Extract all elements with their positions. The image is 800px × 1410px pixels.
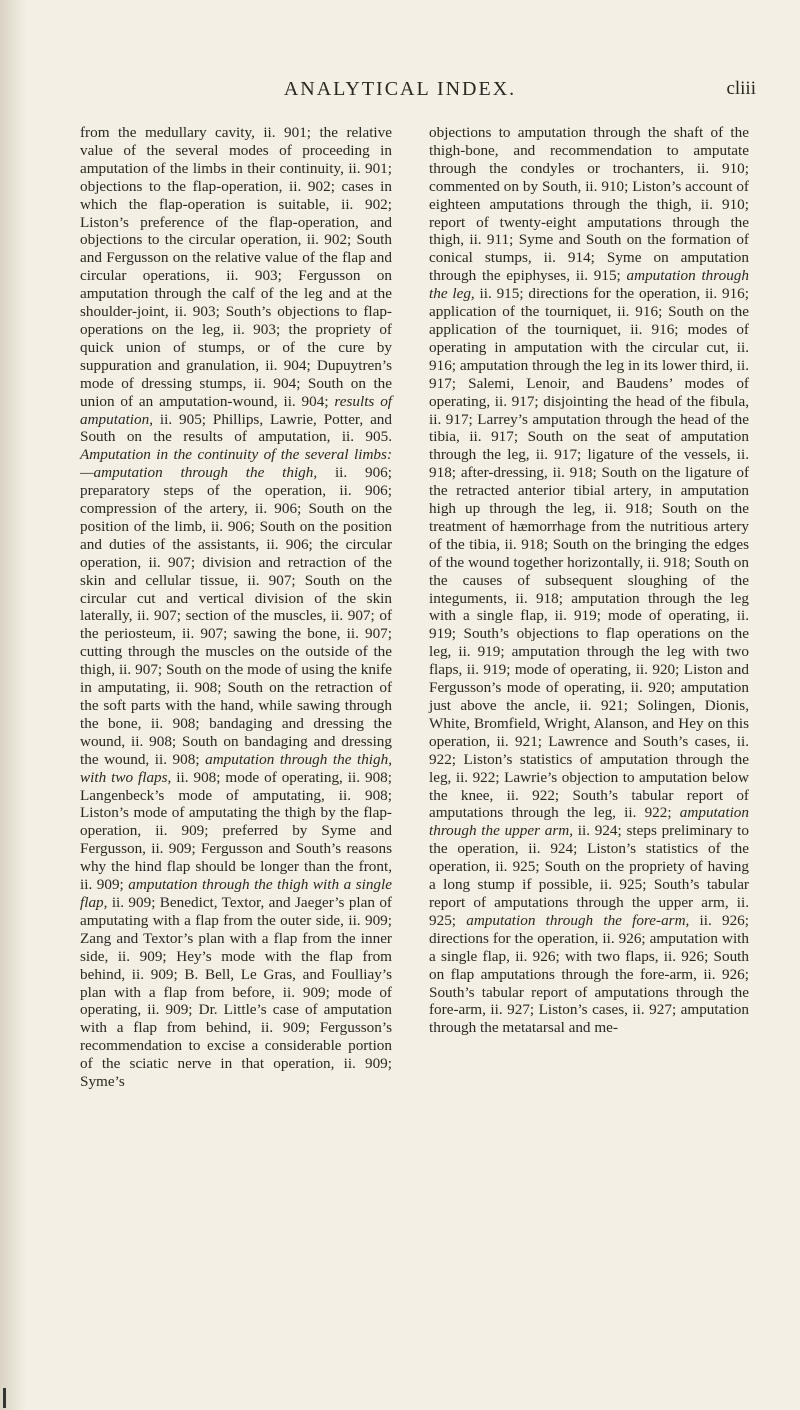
index-text-segment: from the medullary cavity, ii. 901; the relative value of the several modes of proceeding in amputation of the limbs in their continuity, ii. 901; objections to the flap-operation, ii. 902; cases in which the flap-operation is suitable, ii. 902; Liston’s preference of the flap-operation, and objections to the circular operation, ii. 902; South and Fergusson on the relative value of the flap and circular operations, ii. 903; Fergusson on amputation through the calf of the leg and at the shoulder-joint, ii. 903; South’s objections to flap-operations on the leg, ii. 903; the propriety of quick union of stumps, or of the cure by suppuration and granulation, ii. 904; Dupuytren’s mode of dressing stumps, ii. 904; South on the union of an amputation-wound, ii. 904; xyxy=(80,124,392,410)
index-italic-heading: amputation through the upper arm, xyxy=(429,804,749,840)
index-column-right xyxy=(429,124,749,1037)
index-text-segment: ii. 908; mode of operating, ii. 908; Langenbeck’s mode of amputating, ii. 908; Liston’s mode of amputating the thigh by the flap-operation, ii. 909; preferred by Syme and Fergusson, ii. 909; Fergusson and South’s reasons why the hind flap should be longer than the front, ii. 909; xyxy=(80,768,392,894)
index-italic-heading: amputation through the thigh with a single flap, xyxy=(80,876,392,911)
index-text-segment: ii. 926; directions for the operation, ii. 926; amputation with a single flap, ii. 926; with two flaps, ii. 926; South on flap amputations through the fore-arm, ii. 926; South’s tabular report of amputations through the fore-arm, ii. 927; Liston’s cases, ii. 927; amputation through the metatarsal and me- xyxy=(429,911,749,1037)
index-italic-heading: amputation through the fore-arm, xyxy=(466,911,690,929)
page-header xyxy=(0,0,800,110)
index-text-segment: ii. 915; directions for the operation, ii. 916; application of the tourniquet, ii. 916; South on the application of the tourniquet, ii. 916; modes of operating in amputation with the circular cut, ii. 916; amputation through the leg in its lower third, ii. 917; Salemi, Lenoir, and Baudens’ modes of operating, ii. 917; disjointing the head of the fibula, ii. 917; Larrey’s amputation through the head of the tibia, ii. 917; South on the seat of amputation through the leg, ii. 917; ligature of the vessels, ii. 918; after-dressing, ii. 918; South on the ligature of the retracted anterior tibial artery, in amputation high up through the leg, ii. 918; South on the treatment of hæmorrhage from the nutritious artery of the tibia, ii. 918; South on the bringing the edges of the wound together horizontally, ii. 918; South on the causes of subsequent sloughing of the integuments, ii. 918; amputation through the leg with a single flap, ii. 919; mode of operating, ii. 919; South’s objections to flap operations on the leg, ii. 919; amputation through the leg with two flaps, ii. 919; mode of operating, ii. 920; Liston and Fergusson’s mode of operating, ii. 920; amputation just above the ancle, ii. 921; Solingen, Dionis, White, Bromfield, Wright, Alanson, and Hey on this operation, ii. 921; Lawrence and South’s cases, ii. 922; Liston’s statistics of amputation through the leg, ii. 922; Lawrie’s objection to amputation below the knee, ii. 922; South’s tabular report of amputations through the leg, ii. 922; xyxy=(429,285,749,822)
index-text-segment: objections to amputation through the shaft of the thigh-bone, and recommendation to amputate through the condyles or trochanters, ii. 910; commented on by South, ii. 910; Liston’s account of eighteen amputations through the thigh, ii. 910; report of twenty-eight amputations through the thigh, ii. 911; Syme and South on the formation of conical stumps, ii. 914; Syme on amputation through the epiphyses, ii. 915; xyxy=(429,124,749,285)
binding-edge-mark xyxy=(3,1388,6,1408)
page-gutter-shadow xyxy=(0,0,26,1410)
index-italic-heading: Amputation in the continuity of the several limbs:—amputation through the thigh, xyxy=(80,446,392,482)
page-number: cliii xyxy=(726,78,756,99)
index-column-left xyxy=(80,124,392,1091)
index-italic-heading: amputation through the thigh, with two flaps, xyxy=(80,750,393,786)
running-head-title: ANALYTICAL INDEX. xyxy=(283,78,517,100)
index-italic-heading: results of amputation, xyxy=(80,392,393,428)
index-text-segment: ii. 905; Phillips, Lawrie, Potter, and South on the results of amputation, ii. 905. xyxy=(80,410,392,446)
index-text-segment: ii. 909; Benedict, Textor, and Jaeger’s plan of amputating with a flap from the outer side, ii. 909; Zang and Textor’s plan with a flap from the inner side, ii. 909; Hey’s mode with the flap from behind, ii. 909; B. Bell, Le Gras, and Foulliay’s plan with a flap from before, ii. 909; mode of operating, ii. 909; Dr. Little’s case of amputation with a flap from behind, ii. 909; Fergusson’s recommendation to excise a considerable portion of the sciatic nerve in that operation, ii. 909; Syme’s xyxy=(80,893,392,1091)
index-italic-heading: amputation through the leg, xyxy=(429,267,749,303)
index-text-segment: ii. 906; preparatory steps of the operation, ii. 906; compression of the artery, ii. 906; South on the position of the limb, ii. 906; South on the position and duties of the assistants, ii. 906; the circular operation, ii. 907; division and retraction of the skin and cellular tissue, ii. 907; South on the circular cut and vertical division of the skin laterally, ii. 907; section of the muscles, ii. 907; of the periosteum, ii. 907; sawing the bone, ii. 907; cutting through the muscles on the outside of the thigh, ii. 907; South on the mode of using the knife in amputating, ii. 908; South on the retraction of the soft parts with the hand, while sawing through the bone, ii. 908; bandaging and dressing the wound, ii. 908; South on bandaging and dressing the wound, ii. 908; xyxy=(80,464,392,768)
index-text-segment: ii. 924; steps preliminary to the operation, ii. 924; Liston’s statistics of the operation, ii. 925; South on the propriety of having a long stump if possible, ii. 925; South’s tabular report of amputations through the upper arm, ii. 925; xyxy=(429,822,749,929)
